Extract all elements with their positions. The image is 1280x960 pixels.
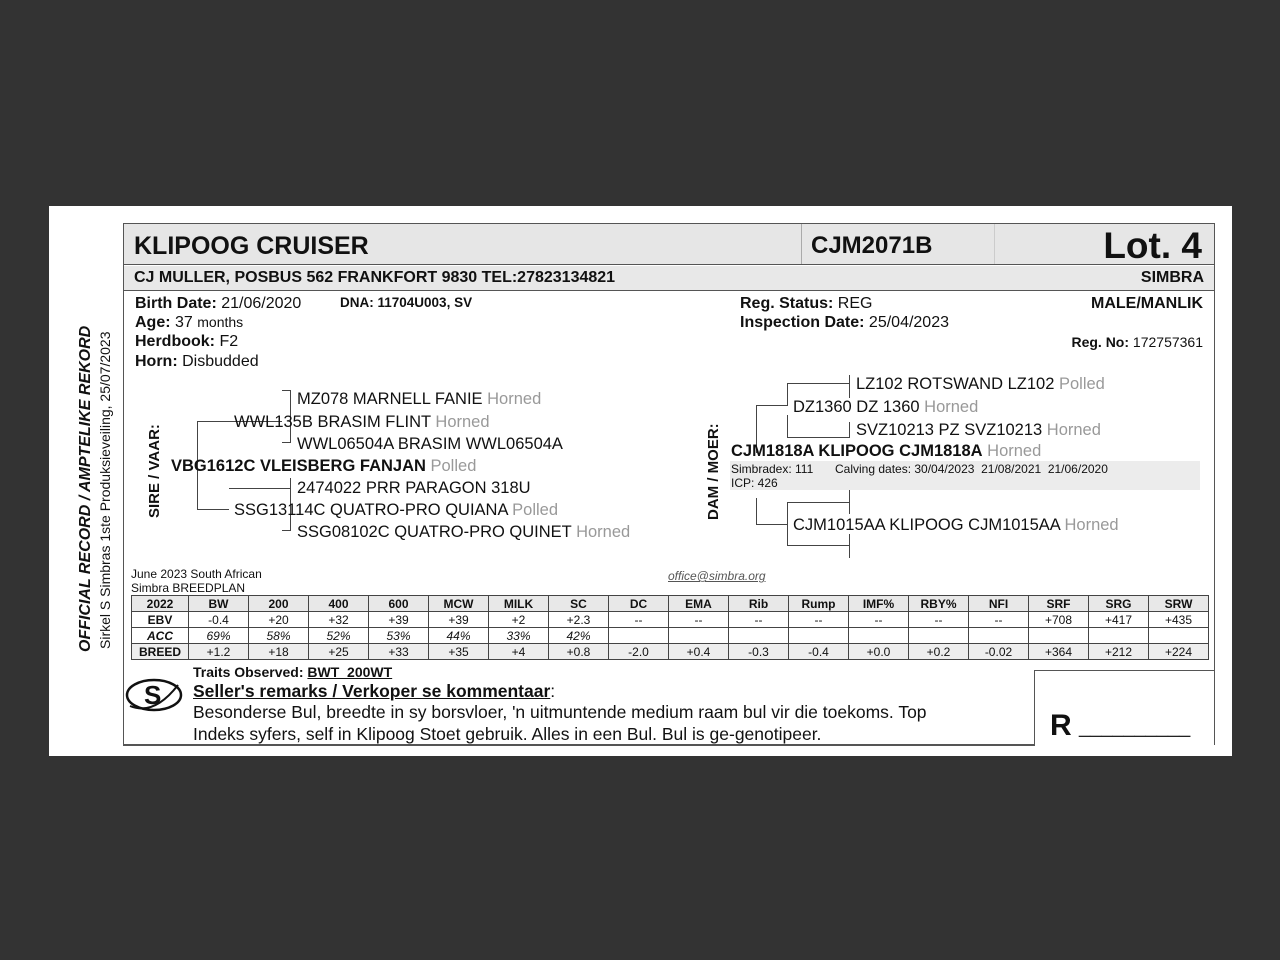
table-cell: -0.3	[729, 644, 789, 660]
column-header: MILK	[489, 596, 549, 612]
column-header: 600	[369, 596, 429, 612]
age: Age: 37 months	[135, 314, 244, 331]
table-cell: +18	[249, 644, 309, 660]
divider	[123, 744, 1035, 746]
column-header: NFI	[969, 596, 1029, 612]
price-blank: __________	[1079, 716, 1191, 738]
pedigree-line	[787, 545, 850, 546]
pedigree-line	[197, 421, 229, 422]
animal-code: CJM2071B	[811, 232, 933, 259]
dam-dam: CJM1015AA KLIPOOG CJM1015AA Horned	[793, 516, 1119, 534]
table-cell: --	[849, 612, 909, 628]
remarks-line-2: Indeks syfers, self in Klipoog Stoet gebruik. Alles in een Bul. Bul is ge-genotipeer.	[193, 724, 822, 744]
table-row	[132, 628, 1209, 644]
table-cell	[909, 628, 969, 644]
breed-label: SIMBRA	[1140, 269, 1204, 286]
table-cell: +435	[1149, 612, 1209, 628]
column-header: RBY%	[909, 596, 969, 612]
table-cell: +0.2	[909, 644, 969, 660]
column-header: IMF%	[849, 596, 909, 612]
currency-label: R	[1050, 709, 1072, 742]
column-header: 400	[309, 596, 369, 612]
table-cell: +364	[1029, 644, 1089, 660]
pedigree-line	[849, 375, 850, 398]
owner-bar	[124, 266, 1214, 291]
dna-info: DNA: 11704U003, SV	[340, 295, 473, 310]
table-row	[132, 612, 1209, 628]
table-cell: +2	[489, 612, 549, 628]
table-cell: +39	[429, 612, 489, 628]
reg-status: Reg. Status: REG	[740, 295, 873, 312]
table-cell: 58%	[249, 628, 309, 644]
divider	[801, 224, 802, 264]
sire: VBG1612C VLEISBERG FANJAN Polled	[171, 457, 477, 475]
dam-sire-dam: SVZ10213 PZ SVZ10213 Horned	[856, 421, 1101, 439]
table-cell: +4	[489, 644, 549, 660]
table-cell: +2.3	[549, 612, 609, 628]
table-cell	[849, 628, 909, 644]
pedigree-line	[756, 498, 757, 525]
table-cell: 33%	[489, 628, 549, 644]
table-cell: +212	[1089, 644, 1149, 660]
table-cell: -0.02	[969, 644, 1029, 660]
remarks-line-1: Besonderse Bul, breedte in sy borsvloer, 'n uitmuntende medium raam bul vir die toekoms. Top	[193, 702, 927, 722]
table-cell: +35	[429, 644, 489, 660]
table-body	[132, 612, 1209, 660]
pedigree-line	[282, 442, 291, 443]
table-cell: 42%	[549, 628, 609, 644]
pedigree-line	[787, 383, 850, 384]
table-cell	[1149, 628, 1209, 644]
table-cell: --	[909, 612, 969, 628]
traits-observed: Traits Observed: BWT 200WT	[193, 664, 393, 680]
pedigree-line	[787, 502, 850, 503]
pedigree-line	[756, 524, 788, 525]
sire-sire-sire: MZ078 MARNELL FANIE Horned	[297, 390, 542, 408]
pedigree-line	[787, 437, 850, 438]
row-header: EBV	[132, 612, 189, 628]
simbra-logo-icon	[124, 676, 184, 714]
birth-date: Birth Date: 21/06/2020	[135, 295, 302, 312]
logo-letter: S	[144, 680, 162, 710]
ebv-table	[131, 595, 1209, 660]
sale-label: Sirkel S Simbras 1ste Produksieveiling, 25/07/2023	[97, 331, 113, 649]
column-header: 200	[249, 596, 309, 612]
table-cell	[729, 628, 789, 644]
table-cell	[609, 628, 669, 644]
reg-number: Reg. No: 172757361	[1071, 334, 1203, 350]
sire-label: SIRE / VAAR:	[146, 424, 163, 518]
table-cell: --	[969, 612, 1029, 628]
table-cell: --	[729, 612, 789, 628]
table-header-row	[132, 596, 1209, 612]
column-header: 2022	[132, 596, 189, 612]
table-cell: +32	[309, 612, 369, 628]
breedplan-caption-2: Simbra BREEDPLAN	[131, 581, 246, 595]
column-header: SRG	[1089, 596, 1149, 612]
column-header: Rib	[729, 596, 789, 612]
table-cell	[669, 628, 729, 644]
column-header: BW	[189, 596, 249, 612]
breedplan-caption-1: June 2023 South African	[131, 567, 262, 581]
herdbook: Herdbook: F2	[135, 333, 239, 350]
sire-dam-dam: SSG08102C QUATRO-PRO QUINET Horned	[297, 523, 631, 541]
table-cell: 69%	[189, 628, 249, 644]
title-bar	[124, 224, 1214, 265]
table-cell: +33	[369, 644, 429, 660]
simbradex: Simbradex: 111	[731, 462, 814, 476]
lot-number: Lot. 4	[1103, 225, 1202, 266]
animal-name: KLIPOOG CRUISER	[134, 232, 369, 260]
email-link[interactable]: office@simbra.org	[668, 569, 766, 583]
table-cell: --	[669, 612, 729, 628]
icp: ICP: 426	[731, 476, 778, 490]
dam-sire: DZ1360 DZ 1360 Horned	[793, 398, 979, 416]
pedigree-line	[849, 534, 850, 558]
table-cell: +0.8	[549, 644, 609, 660]
table-cell: +224	[1149, 644, 1209, 660]
table-cell: +39	[369, 612, 429, 628]
remarks-title: Seller's remarks / Verkoper se kommentaar:	[193, 681, 556, 701]
sex-label: MALE/MANLIK	[1091, 295, 1203, 312]
pedigree-line	[787, 383, 788, 406]
table-cell	[789, 628, 849, 644]
pedigree-line	[229, 488, 291, 489]
sire-sire: WWL135B BRASIM FLINT Horned	[234, 413, 490, 431]
pedigree-line	[849, 422, 850, 438]
lot-card	[49, 206, 1232, 756]
divider	[994, 224, 995, 264]
official-record-label: OFFICIAL RECORD / AMPTELIKE REKORD	[77, 325, 94, 652]
dam: CJM1818A KLIPOOG CJM1818A Horned	[731, 442, 1042, 460]
pedigree-line	[197, 509, 229, 510]
sire-sire-dam: WWL06504A BRASIM WWL06504A	[297, 435, 563, 453]
calving-dates: Calving dates: 30/04/2023 21/08/2021 21/06/2020	[835, 462, 1108, 476]
pedigree-line	[756, 405, 788, 406]
owner-details: CJ MULLER, POSBUS 562 FRANKFORT 9830 TEL:27823134821	[134, 269, 616, 286]
table-cell: +20	[249, 612, 309, 628]
column-header: MCW	[429, 596, 489, 612]
table-cell	[1089, 628, 1149, 644]
column-header: SRW	[1149, 596, 1209, 612]
table-row	[132, 644, 1209, 660]
table-cell: 52%	[309, 628, 369, 644]
pedigree-line	[787, 502, 788, 546]
column-header: SRF	[1029, 596, 1089, 612]
table-cell: +708	[1029, 612, 1089, 628]
pedigree-line	[849, 490, 850, 514]
table-cell: +0.4	[669, 644, 729, 660]
table-cell: --	[789, 612, 849, 628]
table-cell	[969, 628, 1029, 644]
table-cell	[1029, 628, 1089, 644]
table-cell: +0.0	[849, 644, 909, 660]
inspection-date: Inspection Date: 25/04/2023	[740, 314, 949, 331]
table-cell: +417	[1089, 612, 1149, 628]
column-header: EMA	[669, 596, 729, 612]
table-cell: --	[609, 612, 669, 628]
pedigree-line	[282, 530, 291, 531]
table-cell: -0.4	[189, 612, 249, 628]
dam-label: DAM / MOER:	[705, 423, 722, 520]
table-cell: +1.2	[189, 644, 249, 660]
row-header: ACC	[132, 628, 189, 644]
dam-sire-sire: LZ102 ROTSWAND LZ102 Polled	[856, 375, 1105, 393]
row-header: BREED	[132, 644, 189, 660]
sire-dam-sire: 2474022 PRR PARAGON 318U	[297, 479, 531, 497]
sire-dam: SSG13114C QUATRO-PRO QUIANA Polled	[234, 501, 559, 519]
column-header: DC	[609, 596, 669, 612]
table-cell: 53%	[369, 628, 429, 644]
table-cell: 44%	[429, 628, 489, 644]
column-header: Rump	[789, 596, 849, 612]
table-cell: -2.0	[609, 644, 669, 660]
table-cell: -0.4	[789, 644, 849, 660]
horn-status: Horn: Disbudded	[135, 353, 259, 370]
column-header: SC	[549, 596, 609, 612]
table-cell: +25	[309, 644, 369, 660]
pedigree-line	[787, 415, 788, 438]
